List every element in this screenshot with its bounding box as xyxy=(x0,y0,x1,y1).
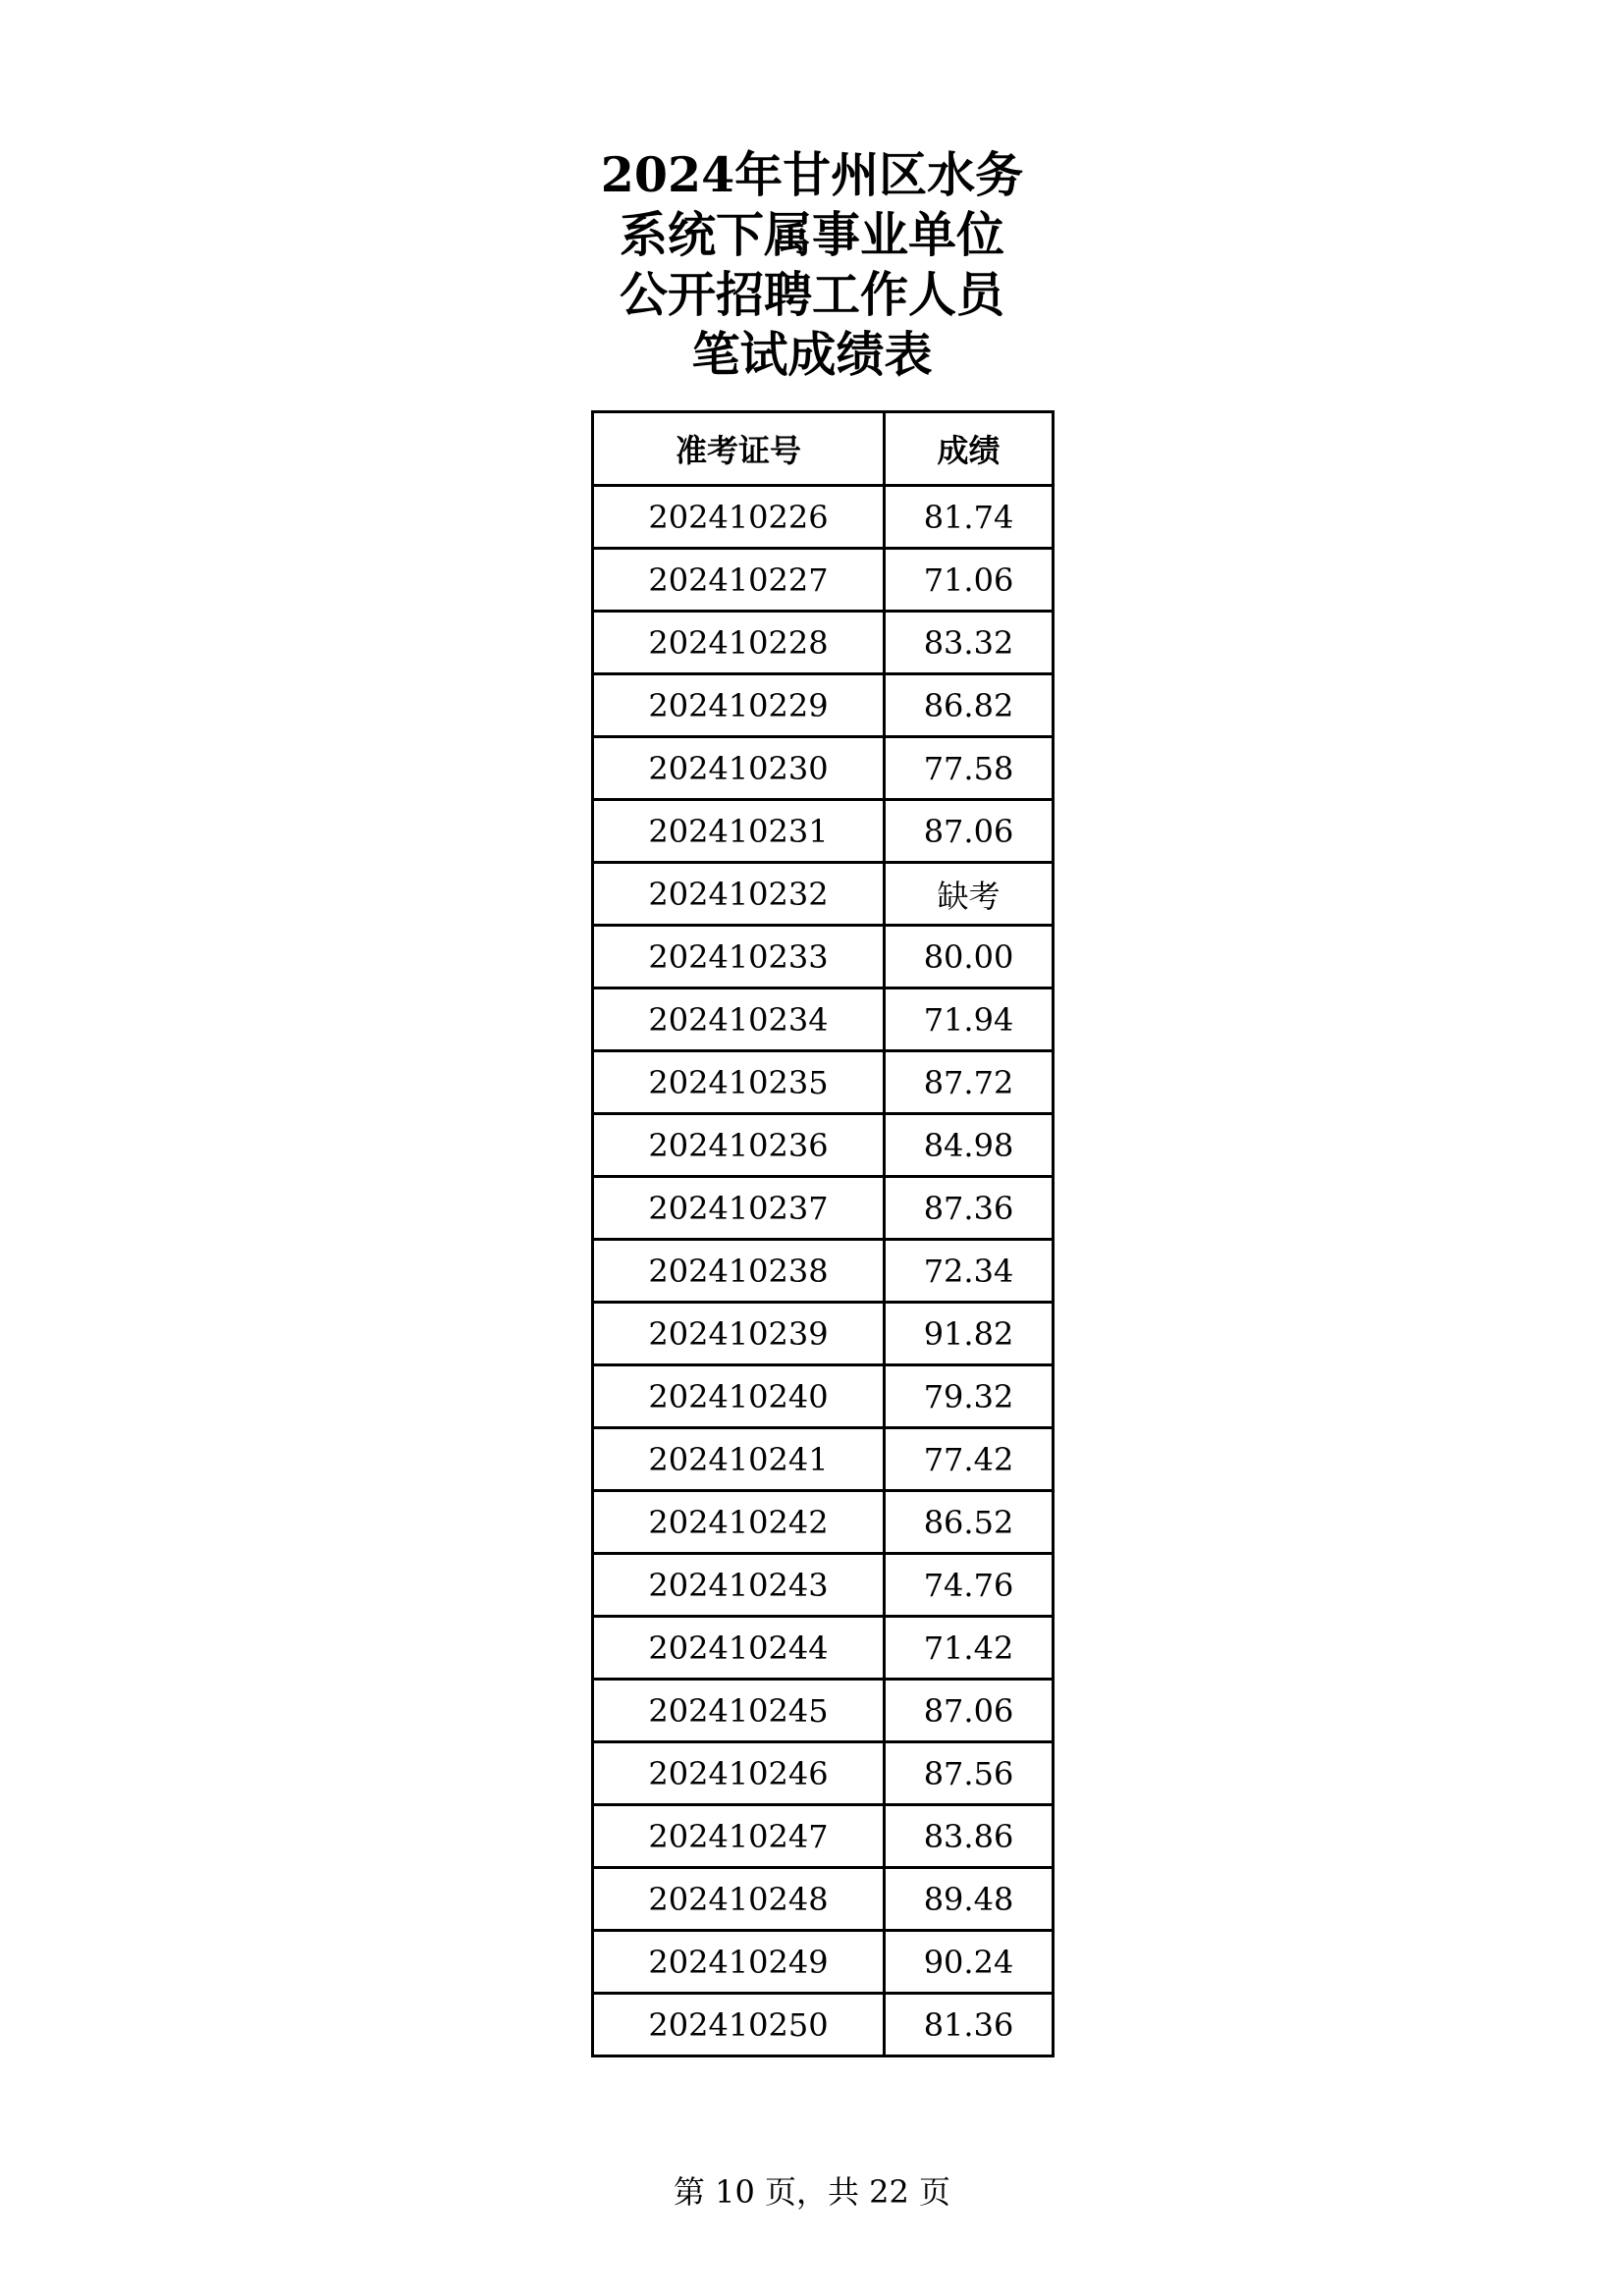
exam-id-cell: 202410235 xyxy=(593,1051,885,1114)
header-exam-id: 准考证号 xyxy=(593,412,885,486)
table-row xyxy=(593,737,1054,800)
exam-id-cell: 202410246 xyxy=(593,1742,885,1805)
table-row xyxy=(593,549,1054,612)
exam-id-cell: 202410242 xyxy=(593,1491,885,1554)
table-row xyxy=(593,486,1054,549)
score-cell: 84.98 xyxy=(885,1114,1054,1177)
score-cell: 71.94 xyxy=(885,988,1054,1051)
exam-id-cell: 202410240 xyxy=(593,1365,885,1428)
score-table xyxy=(591,410,1055,2057)
exam-id-cell: 202410232 xyxy=(593,863,885,926)
table-row xyxy=(593,1931,1054,1994)
table-header-row xyxy=(593,412,1054,486)
table-row xyxy=(593,1303,1054,1365)
table-row xyxy=(593,612,1054,674)
exam-id-cell: 202410247 xyxy=(593,1805,885,1868)
title-line: 笔试成绩表 xyxy=(691,326,933,383)
exam-id-cell: 202410244 xyxy=(593,1617,885,1680)
exam-id-cell: 202410228 xyxy=(593,612,885,674)
exam-id-cell: 202410241 xyxy=(593,1428,885,1491)
document-title xyxy=(517,145,1107,385)
score-cell: 87.06 xyxy=(885,1680,1054,1742)
exam-id-cell: 202410237 xyxy=(593,1177,885,1240)
score-cell: 77.42 xyxy=(885,1428,1054,1491)
table-row xyxy=(593,1868,1054,1931)
table-row xyxy=(593,1742,1054,1805)
table-row xyxy=(593,1365,1054,1428)
exam-id-cell: 202410248 xyxy=(593,1868,885,1931)
exam-id-cell: 202410227 xyxy=(593,549,885,612)
table-row xyxy=(593,1428,1054,1491)
table-row xyxy=(593,1114,1054,1177)
score-cell: 74.76 xyxy=(885,1554,1054,1617)
exam-id-cell: 202410230 xyxy=(593,737,885,800)
score-cell: 72.34 xyxy=(885,1240,1054,1303)
table-row xyxy=(593,1051,1054,1114)
table-row xyxy=(593,926,1054,988)
score-cell: 86.82 xyxy=(885,674,1054,737)
table-row xyxy=(593,1617,1054,1680)
header-score: 成绩 xyxy=(885,412,1054,486)
exam-id-cell: 202410233 xyxy=(593,926,885,988)
title-line: 系统下属事业单位 xyxy=(619,206,1004,263)
exam-id-cell: 202410231 xyxy=(593,800,885,863)
exam-id-cell: 202410236 xyxy=(593,1114,885,1177)
exam-id-cell: 202410234 xyxy=(593,988,885,1051)
exam-id-cell: 202410238 xyxy=(593,1240,885,1303)
score-cell: 87.56 xyxy=(885,1742,1054,1805)
table-row xyxy=(593,1177,1054,1240)
score-cell: 89.48 xyxy=(885,1868,1054,1931)
table-row xyxy=(593,800,1054,863)
score-cell: 81.36 xyxy=(885,1994,1054,2056)
table-body xyxy=(593,486,1054,2056)
title-line: 公开招聘工作人员 xyxy=(619,266,1004,323)
exam-id-cell: 202410245 xyxy=(593,1680,885,1742)
exam-id-cell: 202410249 xyxy=(593,1931,885,1994)
score-cell: 71.06 xyxy=(885,549,1054,612)
table-row xyxy=(593,1554,1054,1617)
score-cell: 77.58 xyxy=(885,737,1054,800)
score-cell: 87.06 xyxy=(885,800,1054,863)
score-cell: 80.00 xyxy=(885,926,1054,988)
title-line: 2024年甘州区水务 xyxy=(600,146,1024,203)
score-cell: 79.32 xyxy=(885,1365,1054,1428)
exam-id-cell: 202410250 xyxy=(593,1994,885,2056)
score-cell: 90.24 xyxy=(885,1931,1054,1994)
score-cell: 91.82 xyxy=(885,1303,1054,1365)
score-cell: 86.52 xyxy=(885,1491,1054,1554)
table-row xyxy=(593,674,1054,737)
table-row xyxy=(593,1240,1054,1303)
score-cell: 87.36 xyxy=(885,1177,1054,1240)
exam-id-cell: 202410229 xyxy=(593,674,885,737)
exam-id-cell: 202410226 xyxy=(593,486,885,549)
exam-id-cell: 202410243 xyxy=(593,1554,885,1617)
table-row xyxy=(593,1805,1054,1868)
page-footer: 第 10 页，共 22 页 xyxy=(673,2173,951,2211)
score-cell: 缺考 xyxy=(885,863,1054,926)
table-row xyxy=(593,1491,1054,1554)
score-cell: 71.42 xyxy=(885,1617,1054,1680)
table-row xyxy=(593,1994,1054,2056)
table-row xyxy=(593,1680,1054,1742)
score-cell: 81.74 xyxy=(885,486,1054,549)
table-row xyxy=(593,988,1054,1051)
score-cell: 83.86 xyxy=(885,1805,1054,1868)
score-cell: 87.72 xyxy=(885,1051,1054,1114)
score-cell: 83.32 xyxy=(885,612,1054,674)
exam-id-cell: 202410239 xyxy=(593,1303,885,1365)
table-row xyxy=(593,863,1054,926)
